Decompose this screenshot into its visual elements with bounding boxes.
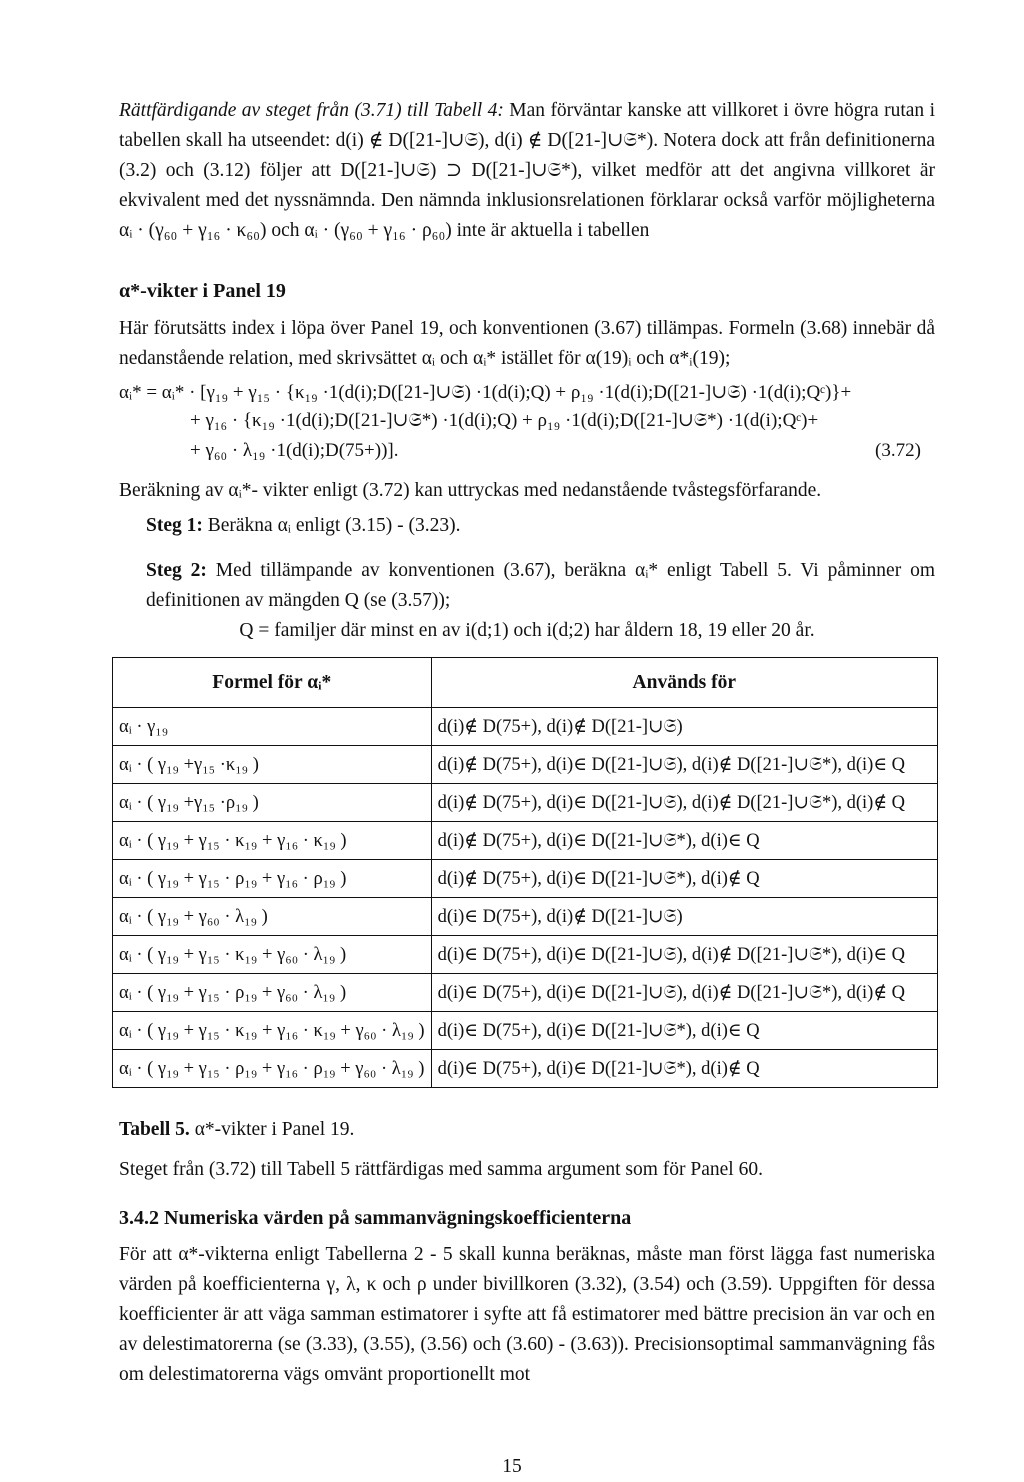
table-cell-formula: αᵢ · ( γ₁₉ + γ₁₅ · κ₁₉ + γ₁₆ · κ₁₉ + γ₆₀ · λ₁₉ ) [113, 1012, 432, 1050]
table-caption [119, 1115, 354, 1145]
table-cell-formula: αᵢ · ( γ₁₉ + γ₁₅ · ρ₁₉ + γ₆₀ · λ₁₉ ) [113, 974, 432, 1012]
table-row [113, 708, 938, 746]
table-row [113, 1050, 938, 1088]
table-cell-usage: d(i)∈ D(75+), d(i)∉ D([21-]∪𝔖) [431, 898, 937, 936]
table-row [113, 784, 938, 822]
table-row [113, 1012, 938, 1050]
table-cell-usage: d(i)∈ D(75+), d(i)∈ D([21-]∪𝔖*), d(i)∈ Q [431, 1012, 937, 1050]
step-1-label: Steg 1: [146, 515, 203, 536]
table-cell-formula: αᵢ · ( γ₁₉ +γ₁₅ ·κ₁₉ ) [113, 746, 432, 784]
table-cell-usage: d(i)∈ D(75+), d(i)∈ D([21-]∪𝔖), d(i)∉ D([21-]∪𝔖*), d(i)∈ Q [431, 936, 937, 974]
step-2 [146, 556, 935, 616]
equation-line-2: + γ₁₆ · {κ₁₉ ·1(d(i);D([21-]∪𝔖*) ·1(d(i);Q) + ρ₁₉ ·1(d(i);D([21-]∪𝔖*) ·1(d(i);Qᶜ)+ [190, 410, 819, 431]
table-header-formula: Formel för αᵢ* [113, 658, 432, 708]
table-row [113, 936, 938, 974]
equation-line-1: αᵢ* = αᵢ* · [γ₁₉ + γ₁₅ · {κ₁₉ ·1(d(i);D([21-]∪𝔖) ·1(d(i);Q) + ρ₁₉ ·1(d(i);D([21-]∪𝔖) ·1(d(i);Qᶜ)}+ [119, 382, 852, 403]
table-row [113, 822, 938, 860]
q-definition: Q = familjer där minst en av i(d;1) och i(d;2) har åldern 18, 19 eller 20 år. [239, 620, 815, 641]
page-number: 15 [502, 1456, 522, 1477]
table-row [113, 860, 938, 898]
paragraph-numeric-values: För att α*-vikterna enligt Tabellerna 2 - 5 skall kunna beräknas, måste man först lägga fast numeriska värden på koefficienterna γ, λ, κ och ρ under bivillkoren (3.32), (3.54) och (3.59). Uppgiften för dessa koefficienter är att väga samman estimatorer i syfte att få estimatorer med bättre precision än var och en av delestimatorerna (se (3.33), (3.55), (3.56) och (3.60) - (3.63)). Precisionsoptimal sammanvägning fås om delestimatorerna vägs omvänt proportionellt mot [119, 1244, 935, 1385]
equation-number: (3.72) [875, 440, 921, 461]
table-cell-usage: d(i)∉ D(75+), d(i)∈ D([21-]∪𝔖*), d(i)∉ Q [431, 860, 937, 898]
alpha-weights-table [112, 657, 938, 1088]
table-cell-usage: d(i)∈ D(75+), d(i)∈ D([21-]∪𝔖*), d(i)∉ Q [431, 1050, 937, 1088]
table-header-usage: Används för [431, 658, 937, 708]
step-2-text: Med tillämpande av konventionen (3.67), beräkna αᵢ* enligt Tabell 5. Vi påminner om definitionen av mängden Q (se (3.57)); [146, 560, 935, 611]
table-row [113, 746, 938, 784]
paragraph-panel19-intro: Här förutsätts index i löpa över Panel 19, och konventionen (3.67) tillämpas. Formeln (3.68) innebär då nedanstående relation, med skrivsättet αᵢ och αᵢ* istället för α(19)ᵢ och α*ᵢ(19); [119, 318, 935, 369]
table-cell-usage: d(i)∈ D(75+), d(i)∈ D([21-]∪𝔖), d(i)∉ D([21-]∪𝔖*), d(i)∉ Q [431, 974, 937, 1012]
table-cell-formula: αᵢ · ( γ₁₉ +γ₁₅ ·ρ₁₉ ) [113, 784, 432, 822]
justification-text: Man förväntar kanske att villkoret i övre högra rutan i tabellen skall ha utseendet: d(i) ∉ D([21-]∪𝔖), d(i) ∉ D([21-]∪𝔖*). Notera dock att från definitionerna (3.2) och (3.12) följer att D([21-]∪𝔖) ⊃ D([21-]∪𝔖*), vilket medför att det angivna villkoret är ekvivalent med det nyssnämnda. Den nämnda inklusionsrelationen förklarar också varför möjligheterna αᵢ · (γ₆₀ + γ₁₆ · κ₆₀) och αᵢ · (γ₆₀ + γ₁₆ · ρ₆₀) inte är aktuella i tabellen [119, 100, 935, 241]
table-cell-formula: αᵢ · ( γ₁₉ + γ₆₀ · λ₁₉ ) [113, 898, 432, 936]
table-caption-text: α*-vikter i Panel 19. [194, 1119, 355, 1140]
table-caption-label: Tabell 5. [119, 1119, 190, 1140]
step-1-text: Beräkna αᵢ enligt (3.15) - (3.23). [207, 515, 461, 536]
subsection-heading: 3.4.2 Numeriska värden på sammanvägningskoefficienterna [119, 1207, 632, 1229]
table-cell-usage: d(i)∉ D(75+), d(i)∈ D([21-]∪𝔖), d(i)∉ D([21-]∪𝔖*), d(i)∈ Q [431, 746, 937, 784]
table-cell-formula: αᵢ · ( γ₁₉ + γ₁₅ · ρ₁₉ + γ₁₆ · ρ₁₉ ) [113, 860, 432, 898]
equation-line-3: + γ₆₀ · λ₁₉ ·1(d(i);D(75+))]. [190, 440, 399, 461]
table-cell-formula: αᵢ · γ₁₉ [113, 708, 432, 746]
step-1 [146, 511, 935, 541]
table-cell-usage: d(i)∉ D(75+), d(i)∉ D([21-]∪𝔖) [431, 708, 937, 746]
table-row [113, 898, 938, 936]
table-cell-formula: αᵢ · ( γ₁₉ + γ₁₅ · κ₁₉ + γ₁₆ · κ₁₉ ) [113, 822, 432, 860]
table-header-row [113, 658, 938, 708]
table-cell-formula: αᵢ · ( γ₁₉ + γ₁₅ · κ₁₉ + γ₆₀ · λ₁₉ ) [113, 936, 432, 974]
table-row [113, 974, 938, 1012]
table-cell-formula: αᵢ · ( γ₁₉ + γ₁₅ · ρ₁₉ + γ₁₆ · ρ₁₉ + γ₆₀ · λ₁₉ ) [113, 1050, 432, 1088]
table-cell-usage: d(i)∉ D(75+), d(i)∈ D([21-]∪𝔖), d(i)∉ D([21-]∪𝔖*), d(i)∉ Q [431, 784, 937, 822]
section-heading: α*-vikter i Panel 19 [119, 280, 286, 302]
paragraph-step-justification: Steget från (3.72) till Tabell 5 rättfärdigas med samma argument som för Panel 60. [119, 1159, 763, 1180]
table-cell-usage: d(i)∉ D(75+), d(i)∈ D([21-]∪𝔖*), d(i)∈ Q [431, 822, 937, 860]
justification-label: Rättfärdigande av steget från (3.71) till Tabell 4: [119, 100, 504, 121]
paragraph-justification [119, 96, 935, 246]
step-2-label: Steg 2: [146, 560, 207, 581]
paragraph-calculation: Beräkning av αᵢ*- vikter enligt (3.72) kan uttryckas med nedanstående tvåstegsförfarande. [119, 480, 822, 501]
